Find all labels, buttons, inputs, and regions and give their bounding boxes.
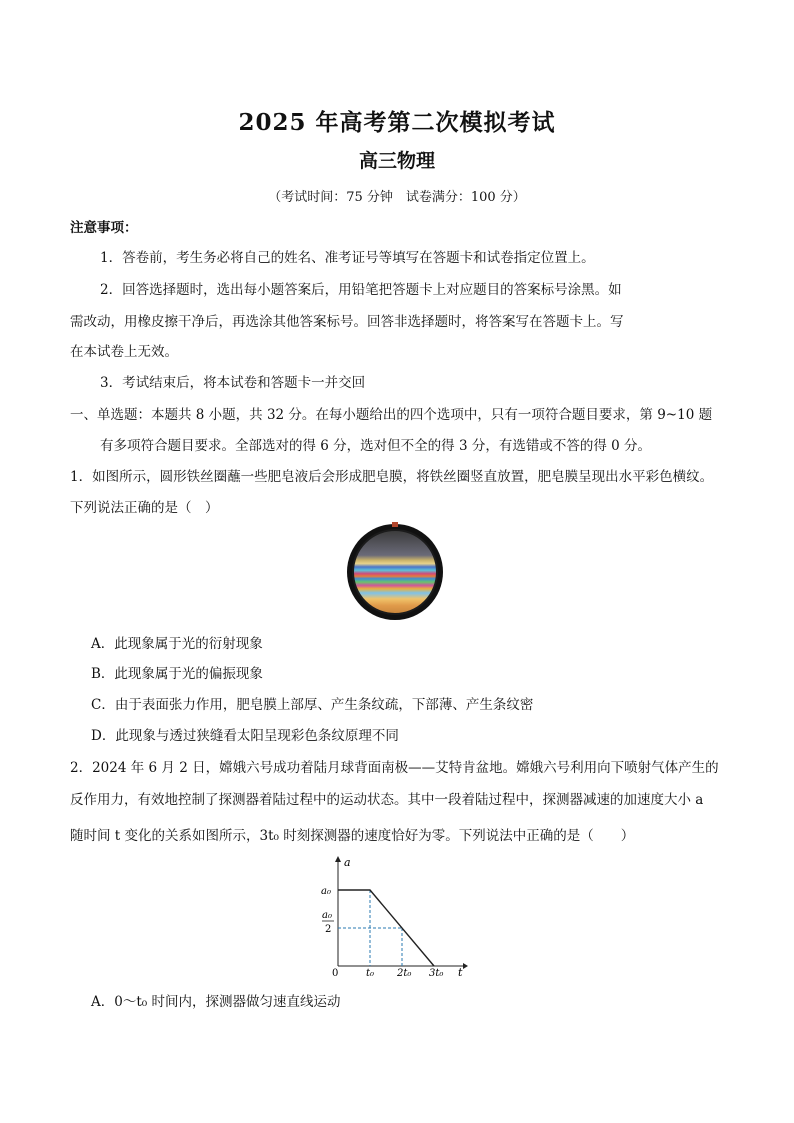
q2-stem-line-3: 随时间 t 变化的关系如图所示，3t₀ 时刻探测器的速度恰好为零。下列说法中正确的是（ ）	[70, 828, 635, 844]
q1-option-b: B．此现象属于光的偏振现象	[91, 666, 263, 682]
origin-label: 0	[332, 968, 339, 978]
section-instructions-line-2: 有多项符合题目要求。全部选对的得 6 分，选对但不全的得 3 分，有选错或不答的得 0 分。	[100, 438, 652, 454]
x-axis-label: t	[458, 966, 463, 978]
y-axis-label: a	[344, 856, 351, 869]
x-tick-label-3t0: 3t₀	[429, 968, 444, 978]
q2-option-a: A．0～t₀ 时间内，探测器做匀速直线运动	[91, 994, 341, 1010]
q1-option-a: A．此现象属于光的衍射现象	[91, 636, 263, 652]
section-instructions-line-1: 一、单选题：本题共 8 小题，共 32 分。在每小题给出的四个选项中，只有一项符合题目要求，第 9~10 题	[70, 407, 713, 423]
note-item-3: 3．考试结束后，将本试卷和答题卡一并交回	[100, 375, 366, 391]
y-axis-arrow	[335, 856, 341, 862]
q1-stem-line-1: 1．如图所示，圆形铁丝圈蘸一些肥皂液后会形成肥皂膜，将铁丝圈竖直放置，肥皂膜呈现出水平彩色横纹。	[70, 469, 714, 485]
soap-film-ring-image	[345, 520, 445, 620]
exam-meta: （考试时间：75 分钟 试卷满分：100 分）	[268, 190, 526, 205]
q2-stem-line-2: 反作用力，有效地控制了探测器着陆过程中的运动状态。其中一段着陆过程中，探测器减速的加速度大小 a	[70, 792, 704, 808]
note-item-1: 1．答卷前，考生务必将自己的姓名、准考证号等填写在答题卡和试卷指定位置上。	[100, 250, 595, 266]
y-tick-label-half-den: 2	[325, 924, 332, 935]
note-item-2-line-3: 在本试卷上无效。	[70, 344, 178, 360]
note-item-2-line-1: 2．回答选择题时，选出每小题答案后，用铅笔把答题卡上对应题目的答案标号涂黑。如	[100, 282, 622, 298]
q1-option-c: C．由于表面张力作用，肥皂膜上部厚、产生条纹疏，下部薄、产生条纹密	[91, 697, 534, 713]
q1-option-d: D．此现象与透过狭缝看太阳呈现彩色条纹原理不同	[91, 728, 399, 744]
acceleration-time-graph	[318, 854, 468, 978]
q2-stem-line-1: 2．2024 年 6 月 2 日，嫦娥六号成功着陆月球背面南极——艾特肯盆地。嫦娥六号利用向下喷射气体产生的	[70, 760, 719, 776]
page-subtitle: 高三物理	[358, 150, 435, 172]
page-title: 2025 年高考第二次模拟考试	[238, 109, 556, 136]
y-tick-label-a0: a₀	[321, 886, 331, 897]
x-axis-arrow	[463, 963, 468, 969]
q1-stem-line-2: 下列说法正确的是（ ）	[70, 500, 219, 516]
x-tick-label-2t0: 2t₀	[397, 968, 412, 978]
note-item-2-line-2: 需改动，用橡皮擦干净后，再选涂其他答案标号。回答非选择题时，将答案写在答题卡上。写	[70, 314, 624, 330]
y-tick-label-half-num: a₀	[322, 910, 332, 921]
x-tick-label-t0: t₀	[366, 968, 375, 978]
notes-heading: 注意事项：	[70, 220, 138, 236]
